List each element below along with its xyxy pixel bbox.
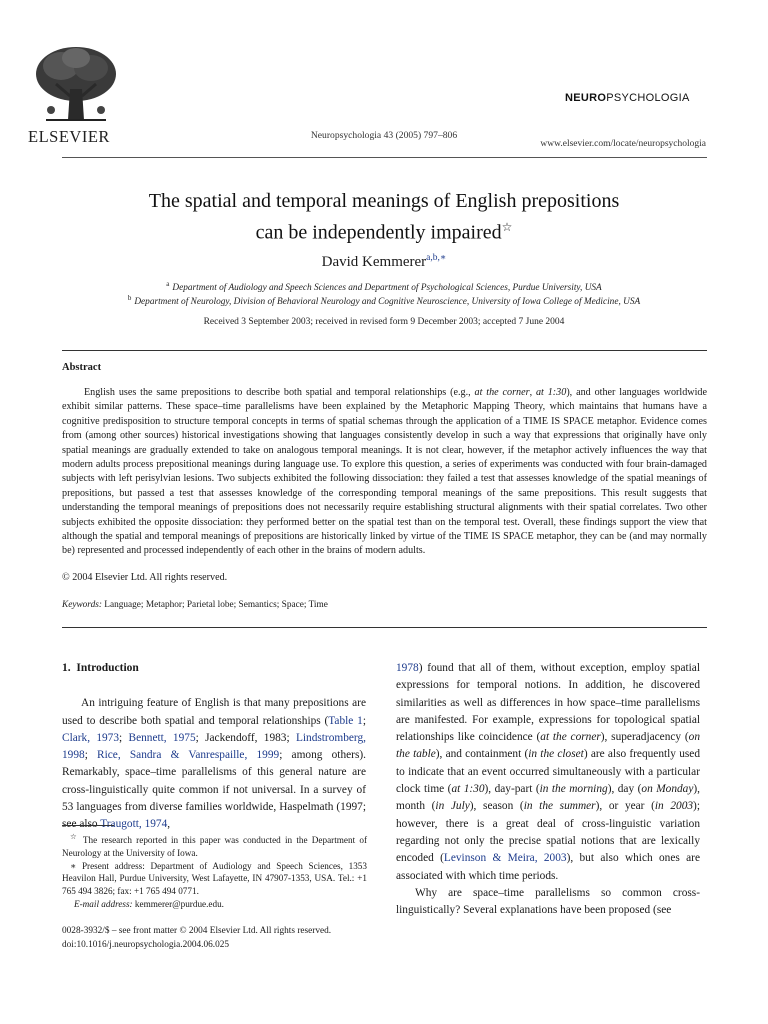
ref-link[interactable]: Traugott, 1974 xyxy=(100,818,168,831)
abstract-body: English uses the same prepositions to describe both spatial and temporal relationships (e.g., at the corner, at 1:30), and other languages worldwide exhibit similar patterns. These space–time parallelisms have been explained by the Metaphoric Mapping Theory, which maintains that humans have a cognitive predisposition to structure temporal concepts in terms of spatial schemas through the application of a TIME IS SPACE metaphor. Evidence comes from (among other sources) historical investigations showing that languages consistently develop in such a way that expressions that originally have only spatial meanings are gradually extended to take on analogous temporal meanings. It is not clear, however, if the metaphor actively influences the way that modern adults process prepositional meanings during language use. To explore this question, a series of experiments was conducted with four brain-damaged subjects with left perisylvian lesions. Two subjects exhibited the following dissociation: they failed a test that assesses knowledge of the spatial meanings of prepositions, but passed a test that assesses knowledge of the corresponding temporal meanings of the same prepositions. This result suggests that understanding the temporal meanings of prepositions does not necessarily require establishing structural alignments with their spatial correlates. Two other subjects exhibited the opposite dissociation: they performed better on the spatial test than on the temporal test. Overall, these findings support the view that although the spatial and temporal meanings of prepositions are historically linked by virtue of the TIME IS SPACE metaphor, they can be (and may normally be) represented and processed independently of each other in the brains of modern adults. xyxy=(62,387,707,557)
ref-link[interactable]: Bennett, 1975 xyxy=(128,731,196,744)
journal-citation: Neuropsychologia 43 (2005) 797–806 xyxy=(310,130,458,141)
paper-title: The spatial and temporal meanings of English prepositions can be independently impaired☆ xyxy=(148,190,620,244)
journal-url-link[interactable]: www.elsevier.com/locate/neuropsychologia xyxy=(540,139,706,149)
publisher-name: ELSEVIER xyxy=(28,127,110,146)
body-top-rule xyxy=(62,627,707,628)
received-dates: Received 3 September 2003; received in revised form 9 December 2003; accepted 7 June 2004 xyxy=(203,317,565,327)
author-line xyxy=(0,252,768,271)
ref-link[interactable]: 1978 xyxy=(396,662,419,674)
paragraph-why: Why are space–time parallelisms so common cross-linguistically? Several explanations have been proposed (see xyxy=(396,886,700,917)
keywords-line xyxy=(62,600,328,610)
doi-line[interactable]: doi:10.1016/j.neuropsychologia.2004.06.025 xyxy=(62,940,230,951)
left-column xyxy=(62,660,366,834)
intro-paragraph: An intriguing feature of English is that many prepositions are used to describe both spatial and temporal relationships (Table 1; Clark, 1973; Bennett, 1975; Jackendoff, 1983; Lindstromberg, 1998; Rice, Sandra & Vanrespaille, 1999; among others). Remarkably, space–time parallelisms of this general nature are cross-linguistically quite common if not universal. In a survey of 53 languages from diverse families worldwide, Haspelmath (1997; see also Traugott, 1974, xyxy=(62,697,366,831)
footnotes xyxy=(62,831,367,911)
author-marks[interactable]: a,b,∗ xyxy=(426,253,447,263)
keywords-list: Language; Metaphor; Parietal lobe; Semantics; Space; Time xyxy=(104,600,328,610)
section-heading: 1. Introduction xyxy=(62,662,139,674)
issn-line: 0028-3932/$ – see front matter © 2004 Elsevier Ltd. All rights reserved. xyxy=(62,926,332,936)
affiliation-b: $^b$ Department of Neurology, Division of Behavioral Neurology and Cognitive Neuroscience, University of Iowa College of Medicine, USA xyxy=(127,294,641,308)
ref-link[interactable]: Clark, 1973 xyxy=(62,731,120,744)
ref-link[interactable]: Levinson & Meira, 2003 xyxy=(443,852,567,865)
abstract-heading: Abstract xyxy=(62,362,102,373)
footnote-asterisk: ∗ Present address: Department of Audiology and Speech Sciences, 1353 Heavilon Hall, Purdue University, West Lafayette, IN 47907-1353, USA. Tel.: +1 765 494 3826; fax: +1 765 494 0771. xyxy=(62,860,367,897)
elsevier-logo xyxy=(22,44,132,144)
elsevier-tree-icon xyxy=(26,44,126,124)
journal-brand: NEUROPSYCHOLOGIA xyxy=(565,92,690,104)
issn-doi xyxy=(62,924,331,952)
author-name: David Kemmerer xyxy=(321,254,427,270)
right-column xyxy=(396,660,700,919)
ref-link[interactable]: Lindstromberg, 1998 xyxy=(62,731,366,762)
footnote-email: E-mail address: kemmerer@purdue.edu. xyxy=(74,899,224,910)
title-footnote-mark: ☆ xyxy=(501,220,513,234)
ref-link[interactable]: Rice, Sandra & Vanrespaille, 1999 xyxy=(97,749,280,762)
abstract-top-rule xyxy=(62,350,707,351)
ref-link[interactable]: Table 1 xyxy=(328,714,363,727)
footnote-star: ☆ The research reported in this paper was conducted in the Department of Neurology at the University of Iowa. xyxy=(62,832,368,858)
affiliation-a: $^a$ Department of Audiology and Speech Sciences and Department of Psychological Sciences, Purdue University, USA xyxy=(166,280,602,294)
header-divider xyxy=(62,157,707,158)
journal-header xyxy=(0,0,768,160)
footnote-rule xyxy=(62,825,114,826)
keywords-label: Keywords: xyxy=(62,600,102,610)
abstract-copyright: © 2004 Elsevier Ltd. All rights reserved. xyxy=(62,572,228,583)
intro-paragraph-continued: 1978) found that all of them, without exception, employ spatial expressions for temporal notions. In addition, he discovered similarities as well as differences in how space–time parallelisms are manifested. For example, expressions for topological spatial relationships like coincidence (at the corner), superadjacency (on the table), and containment (in the closet) are also frequently used to indicate that an event occurred simultaneously with a particular clock time (at 1:30), day-part (in the morning), day (on Monday), month (in July), season (in the summer), or year (in 2003); however, there is a great deal of cross-linguistic variation regarding not only the precise spatial notions that are lexically encoded (Levinson & Meira, 2003), but also which ones are associated with which time periods. xyxy=(396,662,700,882)
email-link[interactable]: kemmerer@purdue.edu. xyxy=(134,899,224,910)
